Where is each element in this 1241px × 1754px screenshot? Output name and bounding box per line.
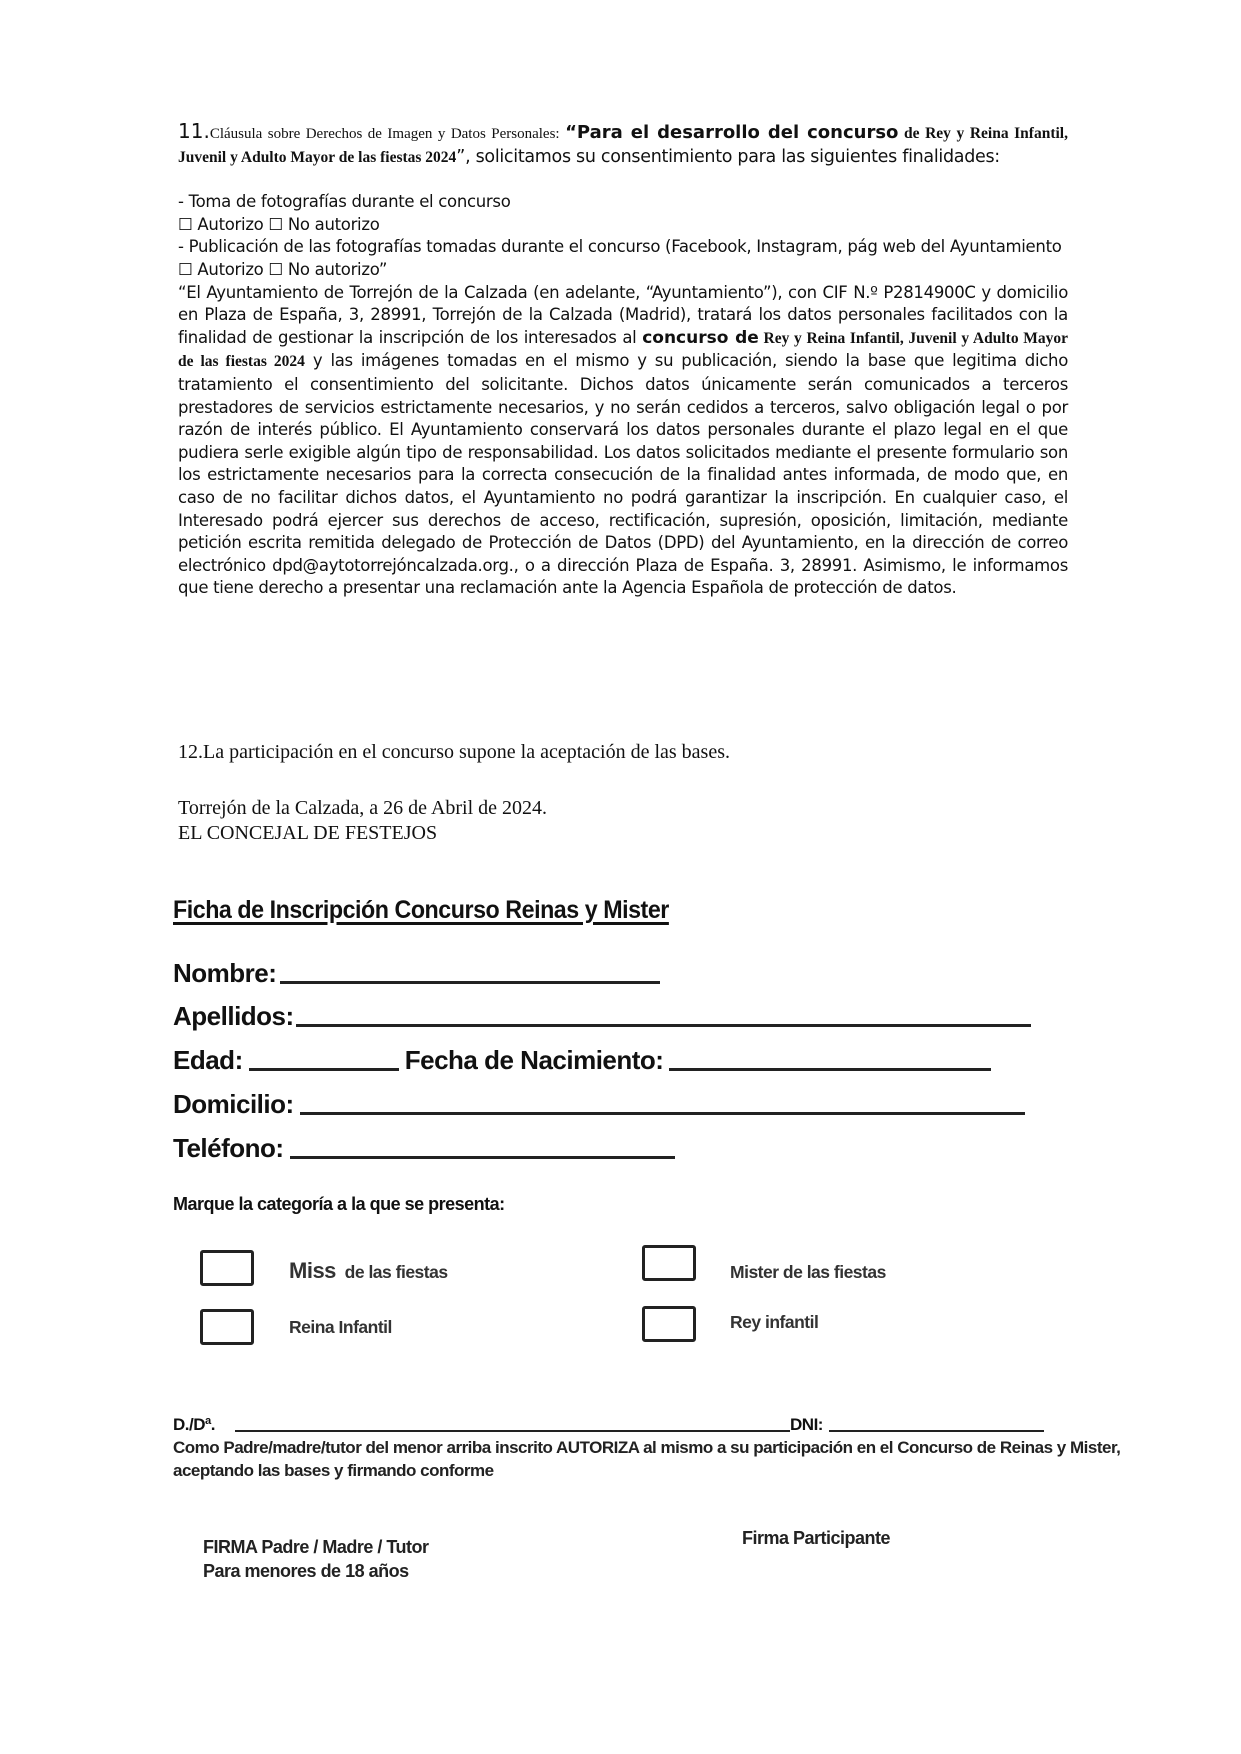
signature-guardian (203, 1535, 429, 1583)
category-reina-infantil-label: Reina Infantil (289, 1317, 392, 1337)
privacy-contest-name: Rey y Reina Infantil, Juvenil y Adulto Mayor de las fiestas 2024 (178, 329, 1069, 371)
clause-11-consent-request: ”, solicitamos su consentimiento para las siguientes finalidades: (456, 146, 1000, 167)
consent-item-publication: - Publicación de las fotografías tomadas durante el concurso (Facebook, Instagram, pág web del Ayuntamiento (178, 237, 1062, 257)
guardian-authorization: Como Padre/madre/tutor del menor arriba inscrito AUTORIZA al mismo a su participación en el Concurso de Reinas y Mister, aceptando las bases y firmando conforme (173, 1438, 1121, 1480)
category-rey-infantil-label: Rey infantil (730, 1312, 819, 1332)
input-line-edad[interactable] (249, 1068, 399, 1071)
privacy-bold: concurso de (642, 327, 759, 348)
consent-options-publication: ☐ Autorizo ☐ No autorizo” (178, 259, 388, 279)
label-dni: DNI: (790, 1415, 823, 1434)
label-domicilio: Domicilio: (173, 1089, 294, 1119)
label-fecha-nacimiento: Fecha de Nacimiento: (404, 1045, 664, 1075)
consent-options-photos: ☐ Autorizo ☐ No autorizo (178, 214, 380, 234)
clause-11 (178, 120, 1068, 600)
signature-guardian-note: Para menores de 18 años (203, 1561, 409, 1581)
clause-11-contest-name: de Rey y Reina Infantil, Juvenil y Adulto Mayor de las fiestas 2024 (178, 125, 1068, 166)
category-miss-label (289, 1258, 448, 1284)
field-telefono[interactable] (173, 1133, 675, 1164)
consent-item-photos: - Toma de fotografías durante el concurso (178, 192, 511, 212)
input-line-domicilio[interactable] (300, 1112, 1025, 1115)
input-line-guardian-name[interactable] (235, 1430, 790, 1432)
checkbox-reina-infantil[interactable] (200, 1309, 254, 1345)
checkbox-miss[interactable] (200, 1250, 254, 1286)
field-domicilio[interactable] (173, 1089, 1025, 1120)
field-apellidos[interactable] (173, 1001, 1031, 1032)
checkbox-mister[interactable] (642, 1245, 696, 1281)
privacy-text-1: “El Ayuntamiento de Torrejón de la Calzada (en adelante, “Ayuntamiento”), con CIF N.º P2814900C y domicilio en Plaza de España, 3, 28991, Torrejón de la Calzada (Madrid), tratará los datos personales facilitados con la finalidad de gestionar la inscripción de los interesados al (178, 282, 1068, 347)
input-line-dni[interactable] (829, 1430, 1044, 1432)
category-miss-word: Miss (289, 1258, 336, 1283)
label-telefono: Teléfono: (173, 1133, 284, 1163)
guardian-id-row (173, 1415, 1044, 1435)
category-miss-rest: de las fiestas (344, 1262, 448, 1282)
input-line-apellidos[interactable] (296, 1024, 1031, 1027)
clause-11-bold-intro: Para el desarrollo del concurso (576, 122, 899, 143)
place-date: Torrejón de la Calzada, a 26 de Abril de 2024. (178, 797, 548, 819)
signer-title: EL CONCEJAL DE FESTEJOS (178, 822, 438, 844)
clause-12: 12.La participación en el concurso supone la aceptación de las bases. (178, 741, 731, 763)
privacy-notice (178, 282, 1068, 600)
input-line-nombre[interactable] (280, 981, 660, 984)
label-nombre: Nombre: (173, 958, 277, 988)
field-edad-fecha[interactable] (173, 1045, 991, 1076)
privacy-text-2: y las imágenes tomadas en el mismo y su publicación, siendo la base que legitima dicho tratamiento el consentimiento del solicitante. Dichos datos únicamente serán comunicados a terceros prestadores de servicios estrictamente necesarios, y no serán cedidos a terceros, salvo obligación legal o por razón de interés público. El Ayuntamiento conservará los datos personales durante el plazo legal en el que pudiera serle exigible algún tipo de responsabilidad. Los datos solicitados mediante el presente formulario son los estrictamente necesarios para la correcta consecución de la finalidad antes informada, de modo que, en caso de no facilitar dichos datos, el Ayuntamiento no podrá garantizar la inscripción. En cualquier caso, el Interesado podrá ejercer sus derechos de acceso, rectificación, supresión, oposición, limitación, mediante petición escrita remitida delegado de Protección de Datos (DPD) del Ayuntamiento, en la dirección de correo electrónico dpd@aytotorrejóncalzada.org., o a dirección Plaza de España. 3, 28991. Asimismo, le informamos que tiene derecho a presentar una reclamación ante la Agencia Española de protección de datos. (178, 351, 1068, 598)
input-line-telefono[interactable] (290, 1156, 675, 1159)
field-nombre[interactable] (173, 958, 660, 989)
category-mister-label: Mister de las fiestas (730, 1262, 886, 1282)
label-edad: Edad: (173, 1045, 243, 1075)
clause-11-intro (178, 120, 1068, 169)
form-title: Ficha de Inscripción Concurso Reinas y Mister (173, 896, 669, 924)
category-prompt: Marque la categoría a la que se presenta: (173, 1194, 505, 1214)
label-apellidos: Apellidos: (173, 1001, 294, 1031)
checkbox-rey-infantil[interactable] (642, 1306, 696, 1342)
clause-11-number: 11. (178, 119, 210, 143)
input-line-fecha-nacimiento[interactable] (669, 1068, 991, 1071)
signature-participant: Firma Participante (742, 1528, 891, 1548)
signature-guardian-title: FIRMA Padre / Madre / Tutor (203, 1537, 429, 1557)
open-quote: “ (565, 122, 577, 143)
label-dd: D./Dª. (173, 1415, 216, 1434)
clause-11-heading: Cláusula sobre Derechos de Imagen y Datos Personales: (209, 126, 566, 142)
